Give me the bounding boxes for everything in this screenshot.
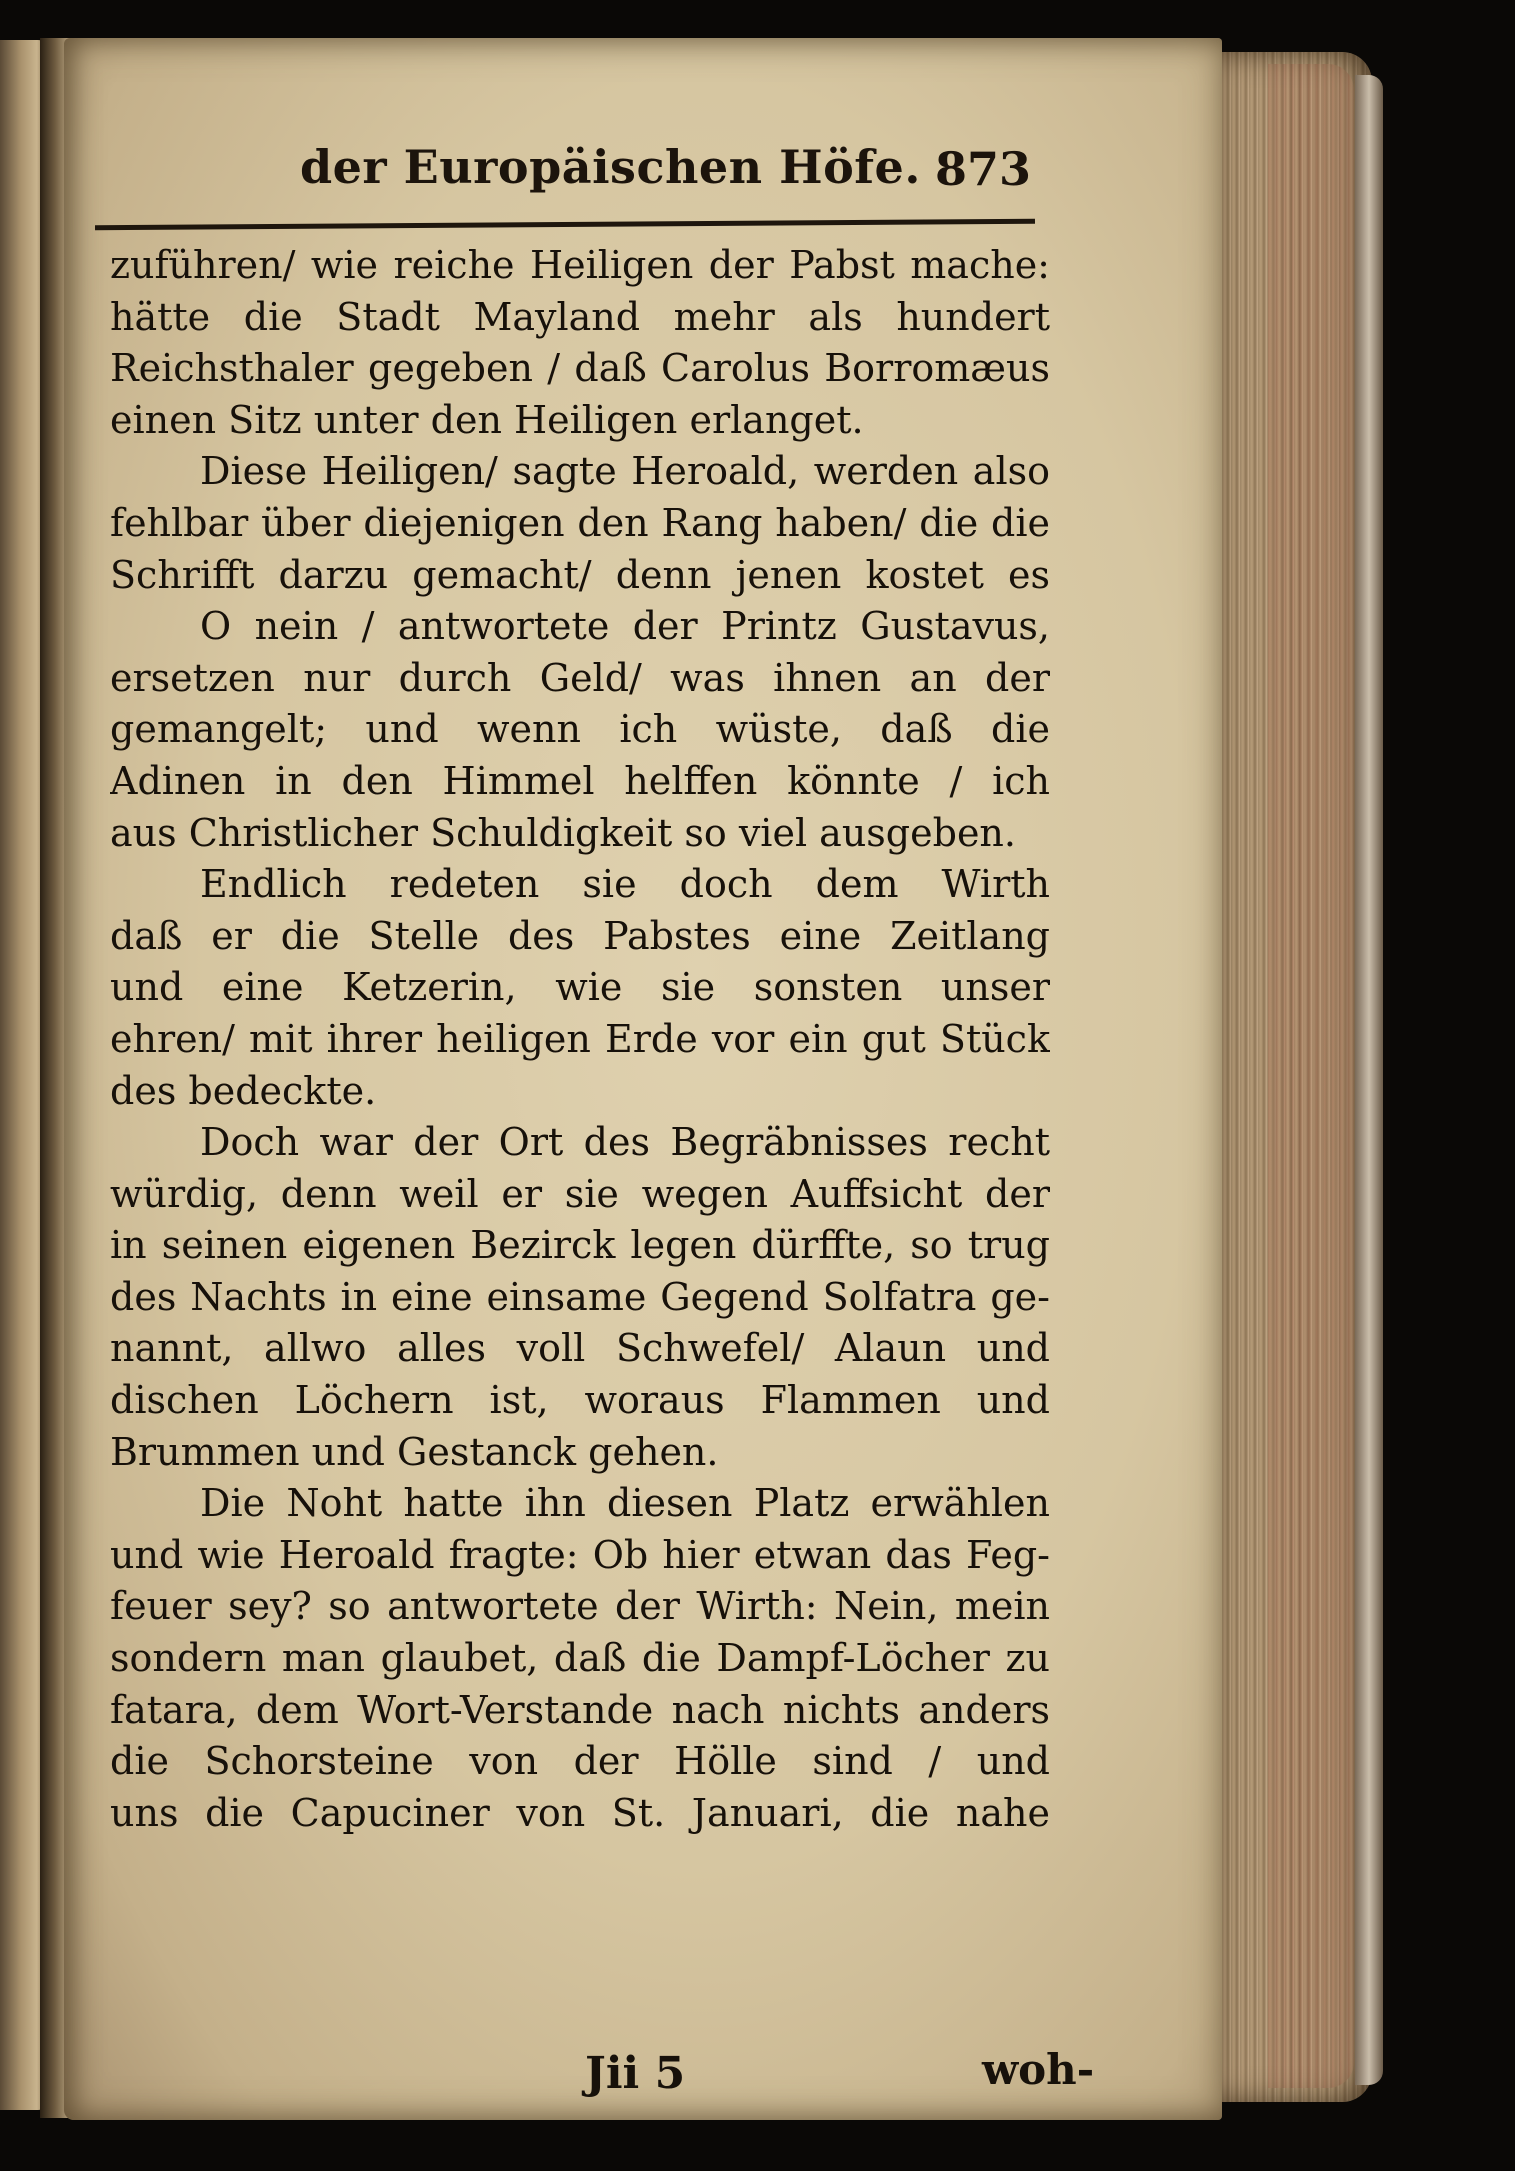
text-line: ersetzen nur durch Geld/ was ihnen an der [110, 655, 1050, 700]
text-line: ehren/ mit ihrer heiligen Erde vor ein gut Stück [110, 1016, 1050, 1061]
text-line: feuer sey? so antwortete der Wirth: Nein, mein [110, 1584, 1050, 1629]
text-line: fatara, dem Wort-Verstande nach nichts anders [110, 1687, 1050, 1732]
text-line: hätte die Stadt Mayland mehr als hundert [110, 294, 1050, 339]
text-line: und wie Heroald fragte: Ob hier etwan das Feg- [110, 1532, 1050, 1577]
text-line: Diese Heiligen/ sagte Heroald, werden also [200, 449, 1050, 494]
text-line: Endlich redeten sie doch dem Wirth [200, 862, 1050, 907]
page-edge-tint [1268, 64, 1354, 2088]
text-line: in seinen eigenen Bezirck legen dürffte, so trug [110, 1223, 1050, 1268]
text-line: Brummen und Gestanck gehen. [110, 1429, 719, 1474]
text-line: uns die Capuciner von St. Januari, die nahe [110, 1790, 1050, 1835]
text-line: sondern man glaubet, daß die Dampf-Löcher zu [110, 1636, 1050, 1681]
text-line: fehlbar über diejenigen den Rang haben/ die die [110, 500, 1050, 545]
text-line: würdig, denn weil er sie wegen Auffsicht der [110, 1171, 1050, 1216]
text-line: einen Sitz unter den Heiligen erlanget. [110, 397, 864, 442]
text-line: Schrifft darzu gemacht/ denn jenen kostet es [110, 552, 1050, 597]
text-line: dischen Löchern ist, woraus Flammen und [110, 1378, 1050, 1423]
text-line: des Nachts in eine einsame Gegend Solfatra ge- [110, 1274, 1050, 1319]
text-line: daß er die Stelle des Pabstes eine Zeitlang [110, 913, 1050, 958]
text-line: Reichsthaler gegeben / daß Carolus Borromæus [110, 346, 1050, 391]
text-line: des bedeckte. [110, 1068, 377, 1113]
text-line: Adinen in den Himmel helffen könnte / ich [110, 758, 1050, 803]
text-line: zuführen/ wie reiche Heiligen der Pabst mache: [110, 243, 1050, 287]
running-title: der Europäischen Höfe. [300, 140, 921, 194]
page-number: 873 [935, 142, 1032, 196]
text-line: Doch war der Ort des Begräbnisses recht [200, 1120, 1050, 1165]
text-line: O nein / antwortete der Printz Gustavus, [200, 604, 1050, 649]
body-text [110, 240, 1050, 1839]
book-cover-edge [1355, 75, 1383, 2085]
signature-mark: Jii 5 [585, 2048, 686, 2099]
text-line: die Schorsteine von der Hölle sind / und [110, 1739, 1050, 1784]
text-line: Die Noht hatte ihn diesen Platz erwählen [200, 1481, 1050, 1526]
text-line: nannt, allwo alles voll Schwefel/ Alaun und [110, 1326, 1050, 1371]
catchword: woh- [982, 2045, 1095, 2094]
text-line: und eine Ketzerin, wie sie sonsten unser [110, 965, 1050, 1010]
text-line: aus Christlicher Schuldigkeit so viel ausgeben. [110, 810, 1016, 855]
text-line: gemangelt; und wenn ich wüste, daß die [110, 707, 1050, 752]
